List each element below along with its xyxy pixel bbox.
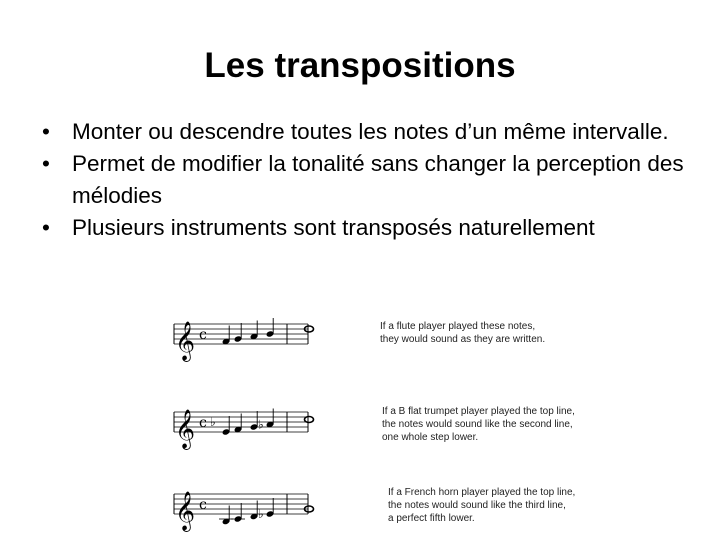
bullet-text: Monter ou descendre toutes les notes d’un même intervalle. xyxy=(72,119,669,144)
bullet-item xyxy=(42,148,702,212)
whole-note xyxy=(305,417,314,423)
bullet-marker: • xyxy=(42,119,50,144)
music-staff-flute xyxy=(172,314,592,364)
bullet-item xyxy=(42,116,702,148)
treble-clef-icon: 𝄞 xyxy=(175,409,196,449)
bullet-marker: • xyxy=(42,151,50,176)
caption-line: one whole step lower. xyxy=(382,432,479,443)
bullet-item xyxy=(42,212,702,244)
time-signature: c xyxy=(199,327,207,343)
staff-notation xyxy=(172,314,382,364)
key-signature-flat-icon: ♭ xyxy=(210,415,216,429)
treble-clef-icon: 𝄞 xyxy=(175,321,196,361)
caption-line: If a French horn player played the top line, xyxy=(388,487,576,498)
music-staff-trumpet xyxy=(172,402,592,452)
flat-accidental-icon: ♭ xyxy=(258,417,264,432)
staff-caption xyxy=(382,405,575,444)
caption-line: If a B flat trumpet player played the top line, xyxy=(382,406,575,417)
flat-accidental-icon: ♭ xyxy=(258,507,264,521)
time-signature: c xyxy=(199,415,207,431)
time-signature: c xyxy=(199,497,207,513)
bullet-text: Permet de modifier la tonalité sans changer la perception des mélodies xyxy=(72,151,684,208)
staff-caption xyxy=(388,486,575,525)
staff-notation xyxy=(172,402,382,452)
caption-line: they would sound as they are written. xyxy=(380,334,546,345)
staff-caption xyxy=(380,320,545,346)
caption-line: the notes would sound like the second line, xyxy=(382,419,573,430)
caption-line: a perfect fifth lower. xyxy=(388,513,475,524)
music-staff-horn xyxy=(172,484,592,534)
caption-line: the notes would sound like the third line, xyxy=(388,500,566,511)
caption-line: If a flute player played these notes, xyxy=(380,321,536,332)
bullet-marker: • xyxy=(42,215,50,240)
slide-title: Les transpositions xyxy=(204,46,516,85)
staff-notation xyxy=(172,484,382,534)
bullet-text: Plusieurs instruments sont transposés naturellement xyxy=(72,215,595,240)
treble-clef-icon: 𝄞 xyxy=(175,491,196,531)
bullet-list xyxy=(42,116,702,244)
